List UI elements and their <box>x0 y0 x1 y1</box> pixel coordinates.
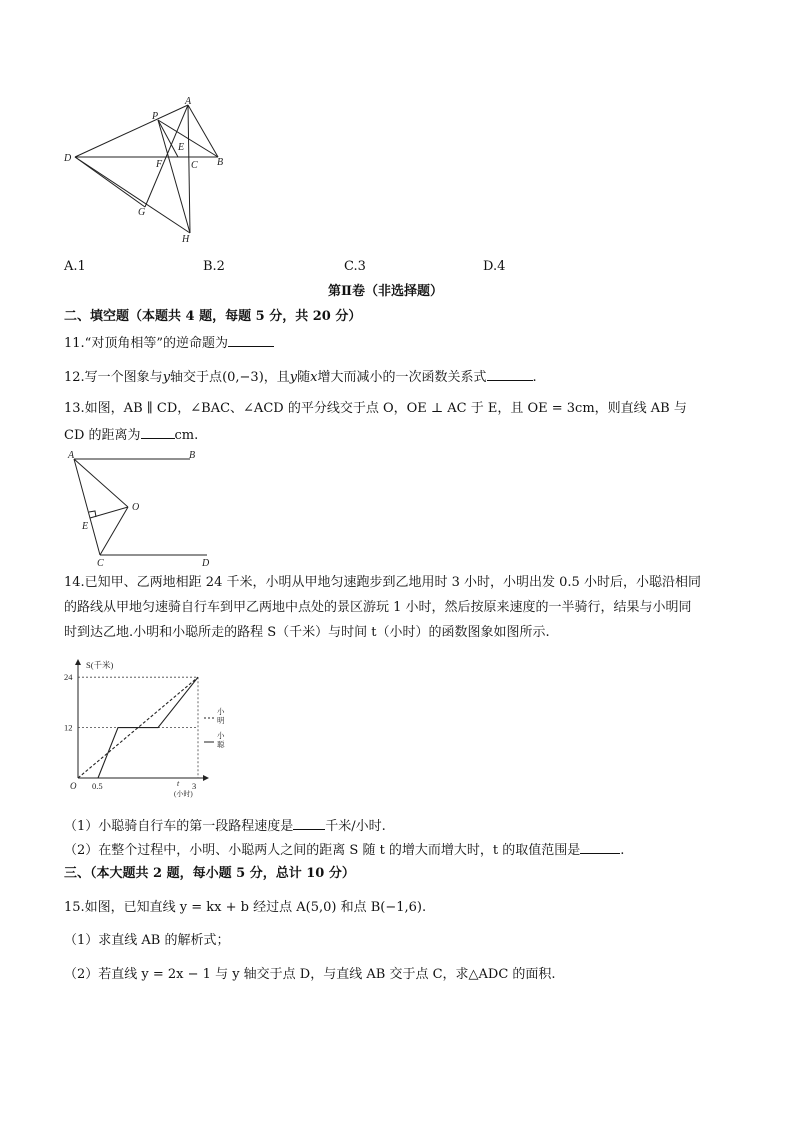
fig13-label-A: A <box>68 450 75 461</box>
question-15-sub1: （1）求直线 AB 的解析式； <box>64 933 230 948</box>
geometry-figure-13 <box>62 447 222 569</box>
geometry-figure-top <box>60 95 240 245</box>
fig13-label-O: O <box>132 502 140 513</box>
option-c: C.3 <box>344 259 366 274</box>
answer-blank-11 <box>228 332 274 347</box>
question-14-line3: 时到达乙地.小明和小聪所走的路程 S（千米）与时间 t（小时）的函数图象如图所示. <box>64 625 550 640</box>
section2-title: 二、填空题（本题共 4 题，每题 5 分，共 20 分） <box>64 309 362 324</box>
q12-text-c: 轴交于点 <box>170 370 223 385</box>
q12-text-a: 12.写一个图象与 <box>64 370 163 385</box>
q11-text: 11.“对顶角相等”的逆命题为 <box>64 336 228 351</box>
legend-label-1-0: 小 <box>217 731 225 740</box>
question-14-sub2 <box>64 839 624 861</box>
q14-sub2-text: （2）在整个过程中，小明、小聪两人之间的距离 S 随 t 的增大而增大时，t 的取值范围是 <box>64 843 581 858</box>
fig13-label-E: E <box>82 521 89 532</box>
option-b: B.2 <box>203 259 225 274</box>
label-G: G <box>138 207 146 218</box>
answer-blank-13 <box>141 424 175 439</box>
q12-var-x: x <box>310 370 318 385</box>
label-P: P <box>152 111 159 122</box>
question-14-line2: 的路线从甲地匀速骑自行车到甲乙两地中点处的景区游玩 1 小时，然后按原来速度的一半骑行，结果与小明同 <box>64 600 692 615</box>
q12-text-g: 随 <box>297 370 311 385</box>
label-D: D <box>64 153 72 164</box>
fig13-label-C: C <box>97 558 104 569</box>
part2-title: 第Ⅱ卷（非选择题） <box>328 284 443 299</box>
label-F: F <box>156 159 163 170</box>
question-11 <box>64 332 274 354</box>
x-axis-label: t <box>177 779 180 788</box>
question-14-line1: 14.已知甲、乙两地相距 24 千米，小明从甲地匀速跑步到乙地用时 3 小时，小明出发 0.5 小时后，小聪沿相同 <box>64 575 701 590</box>
option-d: D.4 <box>483 259 506 274</box>
label-A: A <box>185 96 192 107</box>
legend-label-1-1: 聪 <box>217 740 225 749</box>
q12-var-y2: y <box>289 370 298 385</box>
q14-sub1-unit: 千米/小时. <box>325 819 386 834</box>
label-B: B <box>217 157 224 168</box>
question-12: 12.写一个图象与y轴交于点(0,−3)，且y随x增大而减小的一次函数关系式 . <box>64 366 537 388</box>
option-a: A.1 <box>64 259 86 274</box>
q13-text: CD 的距离为 <box>64 428 141 443</box>
q12-text-e: ，且 <box>263 370 290 385</box>
fig13-label-D: D <box>202 558 210 569</box>
q14-sub1-text: （1）小聪骑自行车的第一段路程速度是 <box>64 819 294 834</box>
q13-unit: cm. <box>174 428 199 443</box>
label-E: E <box>178 142 185 153</box>
origin-label: O <box>70 781 77 791</box>
question-15-sub2: （2）若直线 y = 2x − 1 与 y 轴交于点 D，与直线 AB 交于点 C，求△ADC 的面积. <box>64 967 556 982</box>
q12-text-i: 增大而减小的一次函数关系式 <box>317 370 487 385</box>
legend-label-0-1: 明 <box>217 716 225 725</box>
q14-sub2-end: . <box>620 843 625 858</box>
section3-title: 三、（本大题共 2 题，每小题 5 分，总计 10 分） <box>64 866 355 881</box>
legend-label-0-0: 小 <box>217 707 225 716</box>
fig13-label-B: B <box>189 450 196 461</box>
y-tick-label-12: 12 <box>64 722 73 733</box>
q12-point: (0,−3) <box>222 370 264 385</box>
question-14-sub1 <box>64 815 386 837</box>
x-tick-label-3: 3 <box>192 781 197 791</box>
answer-blank-12 <box>487 366 533 381</box>
q12-var-y: y <box>162 370 171 385</box>
label-C: C <box>191 160 198 171</box>
question-13-line1: 13.如图，AB ∥ CD，∠BAC、∠ACD 的平分线交于点 O，OE ⊥ AC 于 E，且 OE = 3cm，则直线 AB 与 <box>64 401 687 416</box>
question-15: 15.如图，已知直线 y = kx + b 经过点 A(5,0) 和点 B(−1,6). <box>64 900 427 915</box>
x-tick-label-0.5: 0.5 <box>92 781 103 791</box>
x-axis-unit: (小时) <box>174 790 193 798</box>
label-H: H <box>182 234 190 245</box>
distance-time-chart <box>62 654 225 802</box>
y-tick-label-24: 24 <box>64 672 73 683</box>
question-13-line2 <box>64 424 198 446</box>
y-axis-label: S(千米) <box>86 660 114 670</box>
answer-blank-14-1 <box>293 815 325 830</box>
answer-blank-14-2 <box>580 839 620 854</box>
